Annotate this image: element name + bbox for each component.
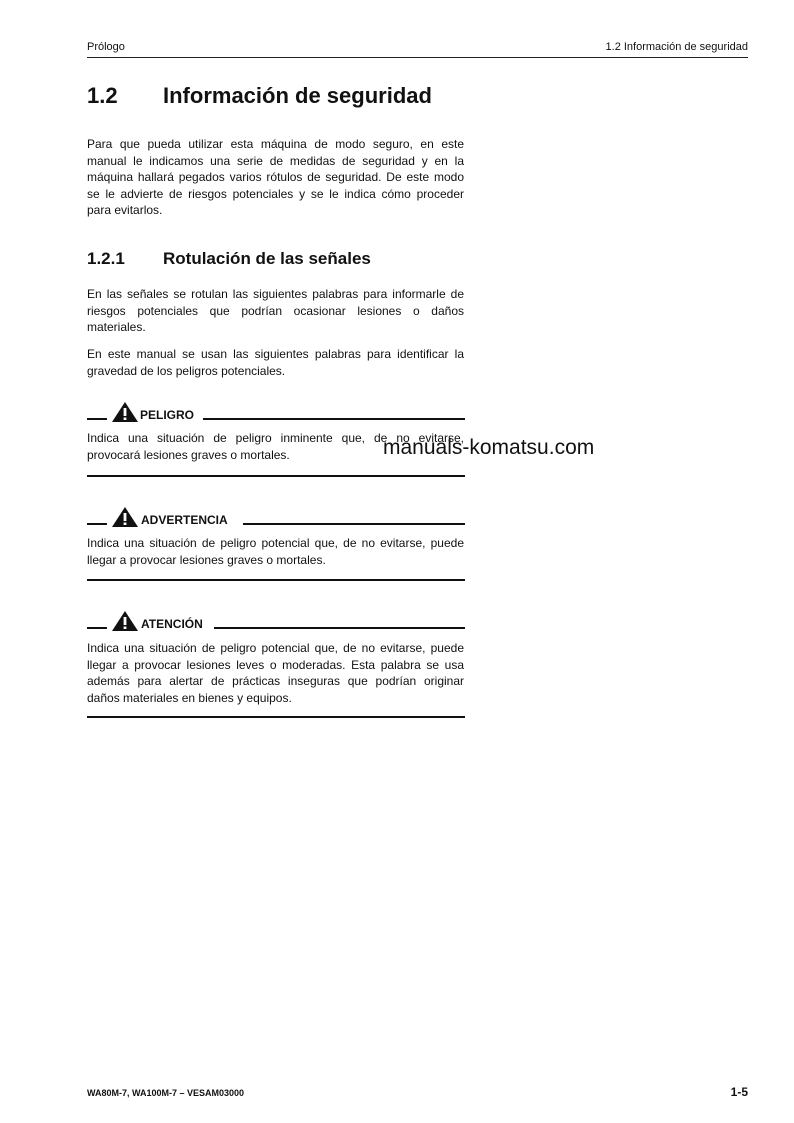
header-right: 1.2 Información de seguridad (605, 41, 748, 53)
header-left: Prólogo (87, 41, 125, 53)
paragraph: En este manual se usan las siguientes palabras para identificar la gravedad de los peligros potenciales. (87, 347, 464, 378)
page-number: 1-5 (730, 1085, 748, 1099)
signal-header-peligro (87, 402, 465, 422)
subsection-title: Rotulación de las señales (163, 249, 371, 268)
signal-label: ATENCIÓN (141, 617, 203, 631)
section-number: 1.2 (87, 83, 118, 108)
subsection-heading (87, 249, 371, 269)
signal-label: ADVERTENCIA (141, 513, 228, 527)
signal-header-atencion (87, 611, 465, 631)
signal-header-advertencia (87, 507, 465, 527)
watermark: manuals-komatsu.com (383, 436, 595, 459)
section-title: Información de seguridad (163, 83, 432, 108)
warning-triangle-icon (112, 507, 138, 527)
signal-label: PELIGRO (140, 408, 195, 422)
signal-text: Indica una situación de peligro inminente que, de no evitarse, provocará lesiones graves o mortales. (87, 431, 464, 462)
divider (87, 475, 465, 477)
subsection-number: 1.2.1 (87, 249, 125, 268)
section-heading (87, 83, 432, 109)
warning-triangle-icon (112, 402, 138, 422)
divider (87, 579, 465, 581)
warning-triangle-icon (112, 611, 138, 631)
signal-text: Indica una situación de peligro potencial que, de no evitarse, puede llegar a provocar lesiones leves o moderadas. Esta palabra se usa además para alertar de prácticas inseguras que podrían originar daños materiales en bienes y equipos. (87, 641, 464, 705)
paragraph: En las señales se rotulan las siguientes palabras para informarle de riesgos potenciales que podrían ocasionar lesiones o daños materiales. (87, 287, 464, 334)
header-rule (87, 57, 748, 58)
intro-paragraph: Para que pueda utilizar esta máquina de modo seguro, en este manual le indicamos una serie de medidas de seguridad y en la máquina hallará pegados varios rótulos de seguridad. De este modo se le advierte de riesgos potenciales y se le indica cómo proceder para evitarlos. (87, 137, 464, 217)
divider (87, 716, 465, 718)
footer-model: WA80M-7, WA100M-7 – VESAM03000 (87, 1088, 245, 1098)
signal-text: Indica una situación de peligro potencial que, de no evitarse, puede llegar a provocar lesiones graves o mortales. (87, 536, 464, 567)
